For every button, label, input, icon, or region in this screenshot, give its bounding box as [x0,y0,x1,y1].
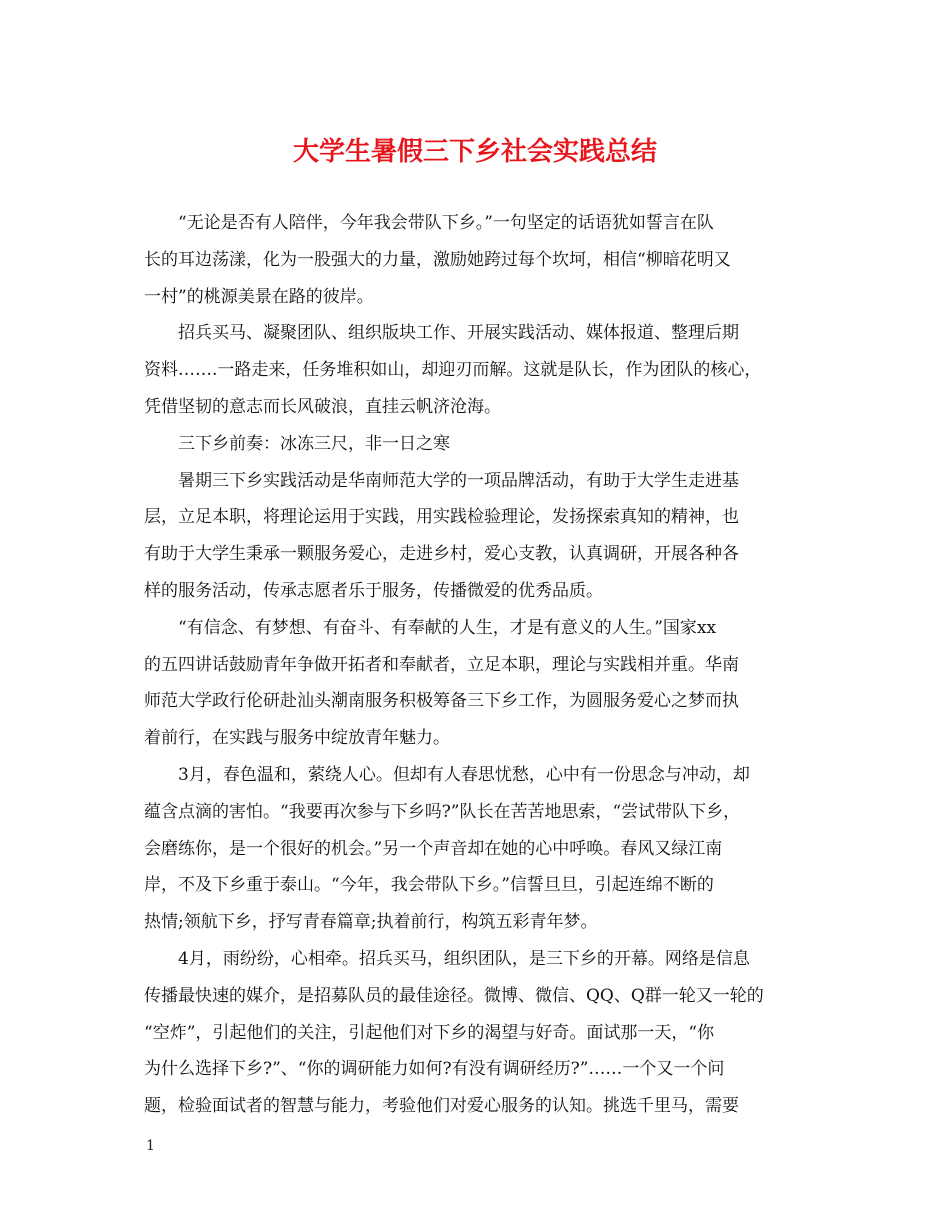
paragraph-line: “空炸”，引起他们的关注，引起他们对下乡的渴望与好奇。面试那一天，“你 [144,1022,715,1043]
paragraph-line: “有信念、有梦想、有奋斗、有奉献的人生，才是有意义的人生。”国家xx [178,617,717,638]
paragraph-line: 题，检验面试者的智慧与能力，考验他们对爱心服务的认知。挑选千里马，需要 [144,1096,739,1117]
paragraph-line: 3月，春色温和，萦绕人心。但却有人春思忧愁，心中有一份思念与冲动，却 [178,764,750,785]
paragraph-line: 层，立足本职，将理论运用于实践，用实践检验理论，发扬探索真知的精神，也 [144,507,739,528]
paragraph-line: 岸，不及下乡重于泰山。“今年，我会带队下乡。”信誓旦旦，引起连绵不断的 [144,875,714,896]
paragraph-line: “无论是否有人陪伴，今年我会带队下乡。”一句坚定的话语犹如誓言在队 [178,213,714,233]
paragraph-line: 资料…….一路走来，任务堆积如山，却迎刃而解。这就是队长，作为团队的核心， [144,360,762,381]
paragraph-line: 师范大学政行伦研赴汕头潮南服务积极筹备三下乡工作，为圆服务爱心之梦而执 [144,691,739,712]
paragraph-line: 会磨练你，是一个很好的机会。”另一个声音却在她的心中呼唤。春风又绿江南 [144,838,723,859]
paragraph-line: 样的服务活动，传承志愿者乐于服务，传播微爱的优秀品质。 [144,580,603,601]
paragraph-line: 蕴含点滴的害怕。“我要再次参与下乡吗?”队长在苦苦地思索，“尝试带队下乡， [144,801,741,822]
paragraph-line: 传播最快速的媒介，是招募队员的最佳途径。微博、微信、QQ、Q群一轮又一轮的 [144,985,764,1006]
paragraph-line: 为什么选择下乡?”、“你的调研能力如何?有没有调研经历?”……一个又一个问 [144,1059,725,1080]
paragraph-line: 着前行，在实践与服务中绽放青年魅力。 [144,728,450,749]
paragraph-line: 热情;领航下乡，抒写青春篇章;执着前行，构筑五彩青年梦。 [144,912,598,933]
page-number: 1 [146,1138,155,1154]
section-heading-line: 三下乡前奏：冰冻三尺，非一日之寒 [178,433,450,454]
document-title: 大学生暑假三下乡社会实践总结 [292,137,657,167]
paragraph-line: 暑期三下乡实践活动是华南师范大学的一项品牌活动，有助于大学生走进基 [178,470,739,491]
paragraph-line: 凭借坚韧的意志而长风破浪，直挂云帆济沧海。 [144,396,501,417]
paragraph-line: 招兵买马、凝聚团队、组织版块工作、开展实践活动、媒体报道、整理后期 [178,323,739,344]
document-body [144,205,814,1125]
paragraph-line: 一村”的桃源美景在路的彼岸。 [144,286,374,307]
paragraph-line: 有助于大学生秉承一颗服务爱心，走进乡村，爱心支教，认真调研，开展各种各 [144,544,739,565]
paragraph-line: 4月，雨纷纷，心相牵。招兵买马，组织团队，是三下乡的开幕。网络是信息 [178,948,750,969]
paragraph-line: 的五四讲话鼓励青年争做开拓者和奉献者，立足本职，理论与实践相并重。华南 [144,654,739,675]
paragraph-line: 长的耳边荡漾，化为一股强大的力量，激励她跨过每个坎坷，相信“柳暗花明又 [144,249,731,270]
